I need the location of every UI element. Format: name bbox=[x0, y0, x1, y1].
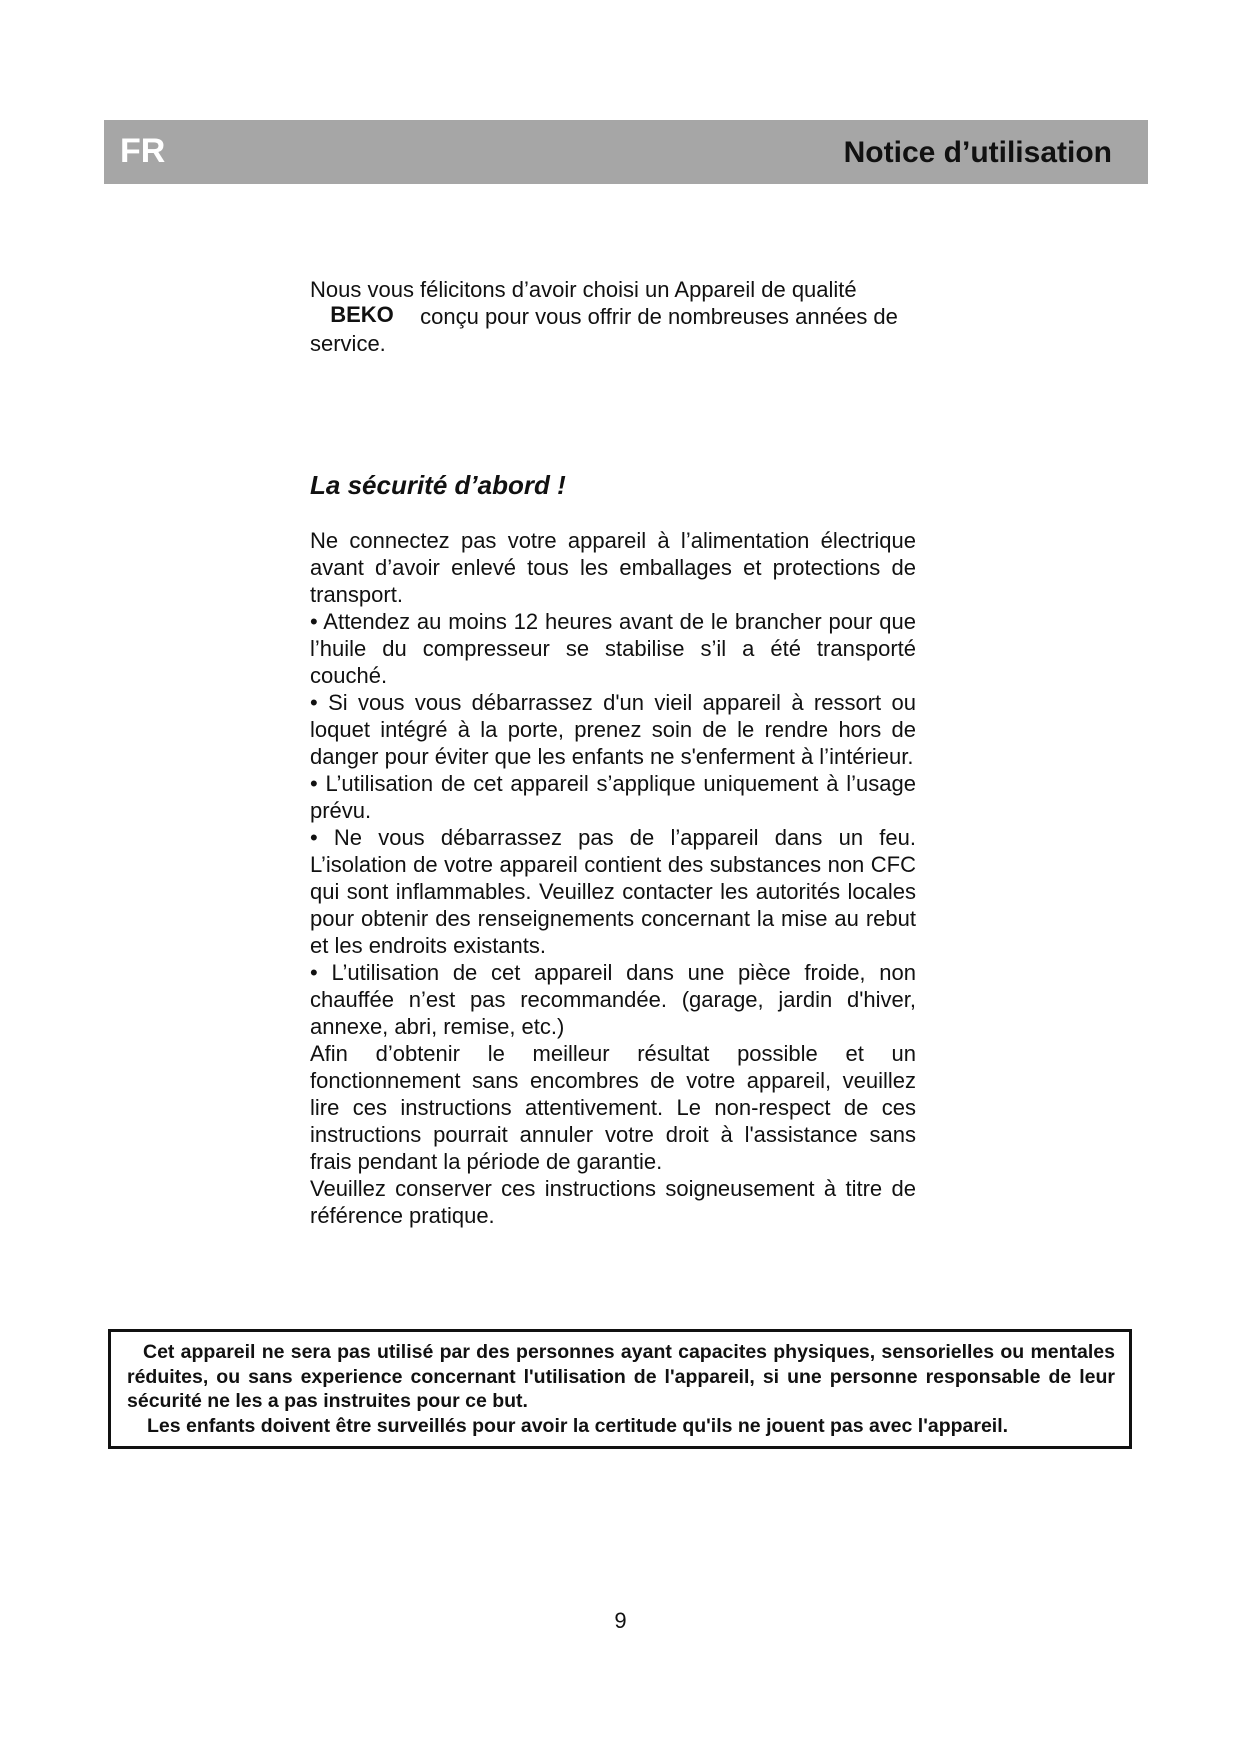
safety-paragraph: • L’utilisation de cet appareil s’applique uniquement à l’usage prévu. bbox=[310, 771, 916, 823]
safety-paragraph: Afin d’obtenir le meilleur résultat possible et un fonctionnement sans encombres de votre appareil, veuillez lire ces instructions attentivement. Le non-respect de ces instructions pourrait annuler votre droit à l'assistance sans frais pendant la période de garantie. bbox=[310, 1041, 916, 1174]
safety-body bbox=[310, 527, 916, 1229]
safety-paragraph: Ne connectez pas votre appareil à l’alimentation électrique avant d’avoir enlevé tous les emballages et protections de transport. bbox=[310, 528, 916, 607]
safety-paragraph: • Si vous vous débarrassez d'un vieil appareil à ressort ou loquet intégré à la porte, prenez soin de le rendre hors de danger pour éviter que les enfants ne s'enferment à l’intérieur. bbox=[310, 690, 916, 769]
safety-paragraph: Veuillez conserver ces instructions soigneusement à titre de référence pratique. bbox=[310, 1176, 916, 1228]
language-code: FR bbox=[120, 132, 166, 170]
intro-text-before-logo: Nous vous félicitons d’avoir choisi un Appareil de qualité bbox=[310, 277, 857, 302]
warning-text: Cet appareil ne sera pas utilisé par des personnes ayant capacites physiques, sensorielles ou mentales réduites, ou sans experience concernant l'utilisation de l'appareil, si une personne responsable de leur sécurité ne les a pas instruites pour ce but. bbox=[127, 1341, 1115, 1412]
safety-paragraph: • Ne vous débarrassez pas de l’appareil dans un feu. L’isolation de votre appareil contient des substances non CFC qui sont inflammables. Veuillez contacter les autorités locales pour obtenir des renseignements concernant la mise au rebut et les endroits existants. bbox=[310, 825, 916, 958]
warning-box bbox=[108, 1329, 1132, 1449]
beko-logo-text: BEKO bbox=[330, 304, 394, 324]
document-title: Notice d’utilisation bbox=[843, 136, 1112, 169]
page-number: 9 bbox=[614, 1608, 627, 1633]
intro-text-after-logo: conçu pour vous offrir de nombreuses années de service. bbox=[310, 304, 898, 356]
safety-heading: La sécurité d’abord ! bbox=[310, 470, 566, 500]
safety-paragraph: • Attendez au moins 12 heures avant de le brancher pour que l’huile du compresseur se stabilise s’il a été transporté couché. bbox=[310, 609, 916, 688]
beko-logo bbox=[314, 304, 410, 324]
warning-children-text: Les enfants doivent être surveillés pour avoir la certitude qu'ils ne jouent pas avec l'appareil. bbox=[147, 1414, 1009, 1437]
intro-paragraph bbox=[310, 276, 916, 357]
header-bar bbox=[104, 120, 1148, 184]
safety-paragraph: • L’utilisation de cet appareil dans une pièce froide, non chauffée n’est pas recommandée. (garage, jardin d'hiver, annexe, abri, remise, etc.) bbox=[310, 960, 916, 1039]
